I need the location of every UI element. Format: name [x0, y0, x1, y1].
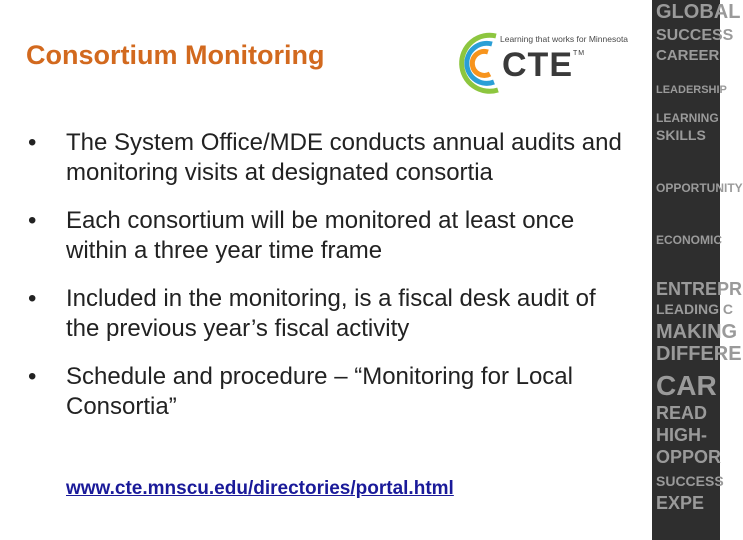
collage-word: GLOBAL [656, 1, 741, 23]
bullet-item [26, 284, 626, 344]
collage-word: SUCCESS [656, 473, 724, 489]
logo-tagline: Learning that works for Minnesota [500, 34, 629, 44]
logo-wordmark [502, 46, 585, 85]
word-collage-panel [652, 0, 743, 540]
collage-word: EXPE [656, 493, 705, 513]
collage-word: CAR [656, 370, 717, 401]
bullet-item [26, 362, 626, 422]
slide-title: Consortium Monitoring [26, 40, 325, 70]
collage-word: OPPORTUNITY [656, 181, 743, 195]
collage-word: LEADING C [656, 301, 733, 317]
collage-word: SKILLS [656, 127, 706, 143]
collage-word: CAREER [656, 47, 720, 64]
portal-link[interactable]: www.cte.mnscu.edu/directories/portal.html [66, 478, 454, 499]
collage-word: ENTREPR [656, 279, 743, 299]
logo-trademark: TM [573, 50, 586, 57]
collage-word: LEADERSHIP [656, 84, 727, 96]
collage-word: MAKING [656, 321, 738, 343]
collage-word: ECONOMIC [656, 233, 722, 247]
bullet-text: Included in the monitoring, is a fiscal desk audit of the previous year’s fiscal activity [66, 285, 596, 342]
collage-word: READ [656, 403, 708, 423]
bullet-text: The System Office/MDE conducts annual audits and monitoring visits at designated consortia [66, 129, 622, 186]
bullet-list [26, 128, 626, 440]
collage-word: LEARNING [656, 111, 719, 125]
bullet-dot-icon: • [28, 129, 37, 156]
bullet-text: Each consortium will be monitored at least once within a three year time frame [66, 207, 575, 264]
cte-logo [462, 28, 652, 98]
collage-word: OPPOR [656, 447, 722, 467]
collage-word: SUCCESS [656, 27, 734, 44]
bullet-dot-icon: • [28, 363, 37, 390]
bullet-text: Schedule and procedure – “Monitoring for Local Consortia” [66, 363, 573, 420]
collage-word: HIGH- [656, 425, 707, 445]
collage-word: DIFFERE [656, 343, 742, 365]
bullet-item [26, 206, 626, 266]
bullet-dot-icon: • [28, 285, 37, 312]
logo-name: CTE [502, 46, 573, 84]
bullet-dot-icon: • [28, 207, 37, 234]
bullet-item [26, 128, 626, 188]
